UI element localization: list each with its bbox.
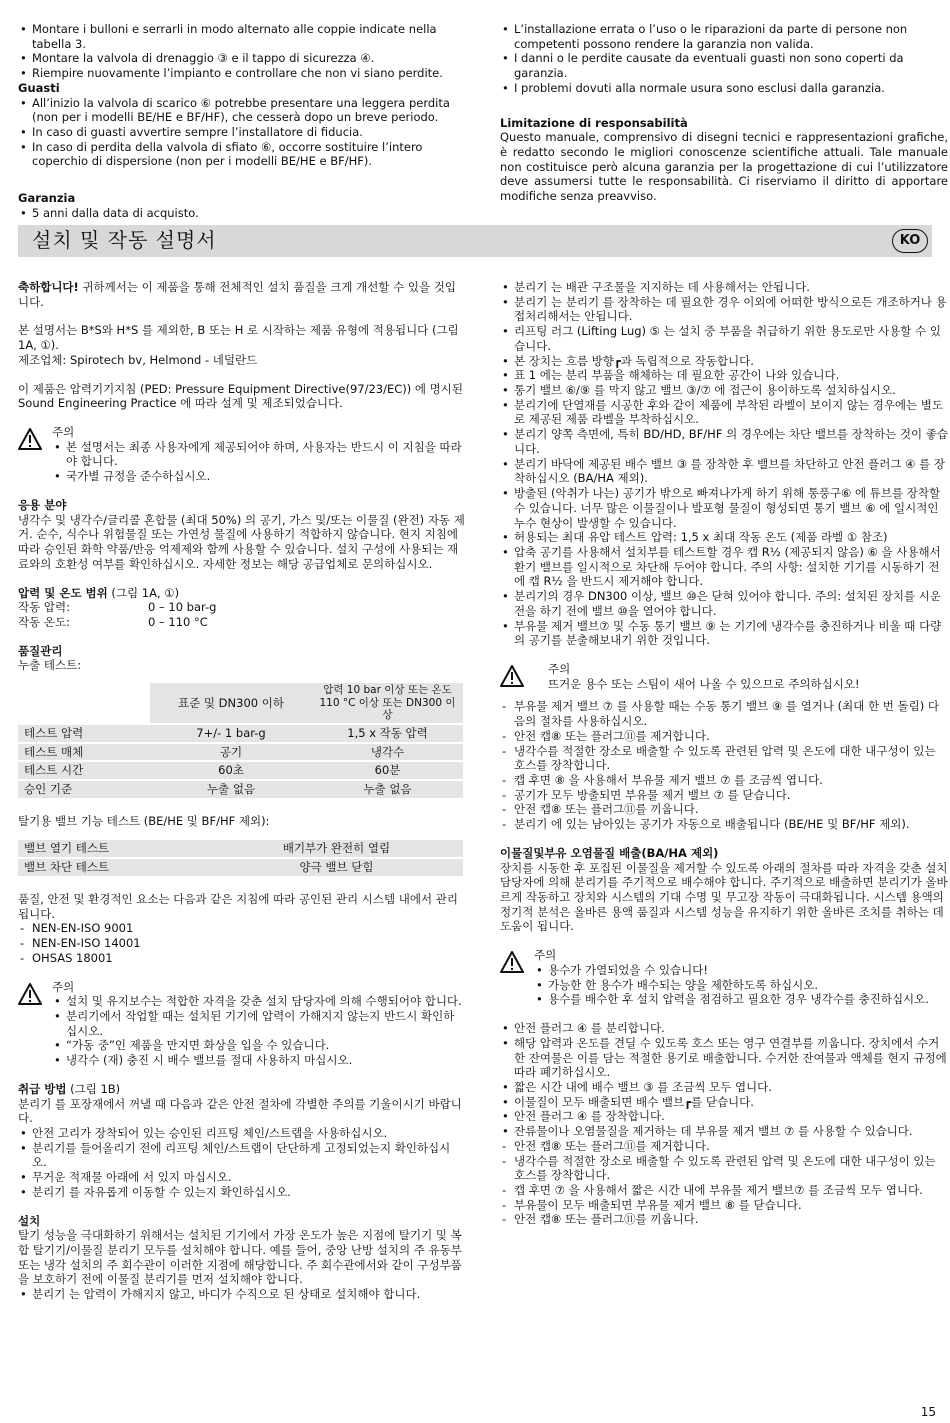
application-heading: 응용 분야 (18, 497, 67, 512)
caution-block-2 (18, 980, 465, 1068)
list-item: • 안전 플러그 ④ 를 장착합니다. (500, 1109, 948, 1124)
list-item: • 안전 플러그 ④ 를 분리합니다. (500, 1021, 948, 1036)
table-row (18, 781, 463, 798)
list-item: • Montare i bulloni e serrarli in modo alternato alle coppie indicate nella tabella 3. (18, 22, 466, 51)
list-item: • 무거운 적재물 아래에 서 있지 마십시오. (18, 1170, 465, 1185)
table-cell: 60초 (150, 762, 312, 779)
list-item: • 분리기에서 작업할 때는 설치된 기기에 압력이 가해지지 않는지 반드시 확인하십시오. (52, 1009, 465, 1038)
list-item: - 캡 후면 ⑦ 을 사용해서 짧은 시간 내에 부유물 제거 밸브⑦ 를 조금씩 모두 엽니다. (500, 1183, 948, 1198)
list-item: • 분리기에 단열재를 시공한 후와 같이 제품에 부착된 라벨이 보이지 않는 경우에는 별도로 제공된 제품 라벨을 부착하십시오. (500, 398, 948, 427)
list-item: - 안전 캡⑧ 또는 플러그⑪를 제거합니다. (500, 729, 948, 744)
warning-triangle-icon (500, 664, 524, 688)
pressure-value: 0 – 10 bar-g (148, 600, 217, 615)
limitazione-heading: Limitazione di responsabilità (500, 115, 688, 130)
table-cell: 밸브 차단 테스트 (18, 859, 210, 876)
ko-right-column (500, 280, 948, 1227)
vent-procedure-list (500, 699, 948, 831)
drain-steps-list (500, 1021, 948, 1139)
table-cell: 냉각수 (312, 744, 463, 761)
list-item: - 공기가 모두 방출되면 부유물 제거 밸브 ⑦ 를 닫습니다. (500, 788, 948, 803)
list-item: • 부유물 제거 밸브⑦ 및 수동 통기 밸브 ⑨ 는 기기에 냉각수를 충진하거나 비울 때 다량의 공기를 분출해보내기 위한 것입니다. (500, 619, 948, 648)
handling-heading-line (18, 1082, 465, 1097)
warning-triangle-icon (18, 982, 42, 1006)
guasti-list (18, 96, 466, 170)
table-cell: 테스트 매체 (18, 744, 150, 761)
page-number: 15 (920, 1405, 936, 1419)
list-item: • 허용되는 최대 유압 테스트 압력: 1,5 x 최대 작동 온도 (제품 라벨 ① 참조) (500, 530, 948, 545)
table-cell: 양극 밸브 닫힘 (210, 859, 463, 876)
list-item: • 짧은 시간 내에 배수 밸브 ③ 를 조금씩 모두 엽니다. (500, 1080, 948, 1095)
table-cell: 누출 없음 (312, 781, 463, 798)
list-item: • 분리기의 경우 DN300 이상, 밸브 ⑩은 닫혀 있어야 합니다. 주의: 설치된 장치를 시운전을 하기 전에 밸브 ⑩을 열어야 합니다. (500, 589, 948, 618)
install-text: 탈기 성능을 극대화하기 위해서는 설치된 기기에서 가장 온도가 높은 지점에 탈기기 및 복합 탈기기/이물질 분리기 모두를 설치해야 합니다. 예를 들어, 중앙 난방 설치의 주 유동부 또는 냉각 설치의 주 회수관이 이러한 지점에 해당합니다. 주 회수관에서와 같이 구성부품을 보호하기 전에 이물질 분리기를 먼저 설치해야 합니다. (18, 1228, 462, 1287)
standards-list (18, 921, 465, 965)
ko-left-column (18, 280, 465, 1302)
table-row (18, 762, 463, 779)
it-right-bullets (500, 22, 948, 96)
list-item: • 방출된 (악취가 나는) 공기가 밖으로 빠져나가게 하기 위해 통풍구⑥ 에 튜브를 장착할 수 있습니다. 너무 많은 이물질이나 발포형 물질이 형성되면 통기 밸브 ⑥ 에 일시적인 누수 현상이 발생할 수 있습니다. (500, 486, 948, 530)
list-item: • 리프팅 러그 (Lifting Lug) ⑤ 는 설치 중 부품을 취급하기 위한 용도로만 사용할 수 있습니다. (500, 324, 948, 353)
table-cell: 1,5 x 작동 압력 (312, 725, 463, 742)
caution-block-1 (18, 425, 465, 484)
vent-test-table (18, 838, 463, 877)
table-cell: 테스트 시간 (18, 762, 150, 779)
table-header-cell: 압력 10 bar 이상 또는 온도 110 °C 이상 또는 DN300 이상 (312, 683, 463, 723)
list-item: • “가동 중”인 제품을 만지면 화상을 입을 수 있습니다. (52, 1038, 465, 1053)
list-item: • 용수가 가열되었을 수 있습니다! (534, 963, 948, 978)
guasti-heading: Guasti (18, 80, 60, 95)
list-item: - 안전 캡⑧ 또는 플러그⑪를 끼웁니다. (500, 802, 948, 817)
manual-scope-text: 본 설명서는 B*S와 H*S 를 제외한, B 또는 H 로 시작하는 제품 유형에 적용됩니다 (그림 1A, ①). (18, 323, 459, 353)
warning-triangle-icon (500, 950, 524, 974)
range-heading-line (18, 586, 465, 601)
handling-text: 분리기 를 포장재에서 꺼낼 때 다음과 같은 안전 절차에 각별한 주의를 기울이시기 바랍니다. (18, 1096, 462, 1126)
list-item: - 부유물 제거 밸브 ⑦ 를 사용할 때는 수동 통기 밸브 ⑨ 를 열거나 (최대 한 번 돌림) 다음의 절차를 사용하십시오. (500, 699, 948, 728)
caution-list (52, 440, 465, 484)
list-item: • 안전 고리가 장착되어 있는 승인된 리프팅 체인/스트랩을 사용하십시오. (18, 1126, 465, 1141)
list-item: - 분리기 에 있는 남아있는 공기가 자동으로 배출됩니다 (BE/HE 및 BF/HF 제외). (500, 817, 948, 832)
temperature-label: 작동 온도: (18, 614, 70, 629)
table-cell: 60분 (312, 762, 463, 779)
language-badge: KO (892, 229, 928, 253)
table-cell: 테스트 압력 (18, 725, 150, 742)
list-item: • 분리기 는 배관 구조물을 지지하는 데 사용해서는 안됩니다. (500, 280, 948, 295)
intro-text: 귀하께서는 이 제품을 통해 전체적인 설치 품질을 크게 개선할 수 있을 것입니다. (18, 280, 456, 309)
warning-triangle-icon (18, 427, 42, 451)
list-item: • 분리기 는 압력이 가해지지 않고, 바디가 수직으로 된 상태로 설치해야 합니다. (18, 1287, 465, 1302)
table-row (18, 859, 463, 876)
list-item: • 통기 밸브 ⑥/⑨ 를 막지 않고 밸브 ③/⑦ 에 접근이 용이하도록 설치하십시오. (500, 383, 948, 398)
caution-title: 주의 (548, 661, 571, 676)
caution-list (534, 963, 948, 1007)
range-heading: 압력 및 온도 범위 (18, 585, 108, 600)
intro-paragraph (18, 280, 465, 309)
quality-text: 품질, 안전 및 환경적인 요소는 다음과 같은 지침에 따라 공인된 관리 시스템 내에서 관리됩니다. (18, 891, 458, 921)
garanzia-list (18, 206, 466, 221)
list-item: • Montare la valvola di drenaggio ③ e il tappo di sicurezza ④. (18, 51, 466, 66)
table-row (18, 840, 463, 857)
garanzia-heading: Garanzia (18, 191, 76, 206)
table-header-cell: 표준 및 DN300 이하 (150, 683, 312, 723)
list-item: • 이물질이 모두 배출되면 배수 밸브┏를 닫습니다. (500, 1095, 948, 1110)
list-item: • 본 설명서는 최종 사용자에게 제공되어야 하며, 사용자는 반드시 이 지침을 따라야 합니다. (52, 440, 465, 469)
list-item: • 분리기 는 분리기 를 장착하는 데 필요한 경우 이외에 어떠한 방식으로든 개조하거나 용접처리해서는 안됩니다. (500, 295, 948, 324)
section-header-bar (18, 225, 932, 257)
caution-title: 주의 (52, 979, 75, 994)
list-item: • In caso di perdita della valvola di sfiato ⑥, occorre sostituire l’intero coperchio di dispersione (non per i modelli BE/HE e BF/HF). (18, 140, 466, 169)
install-heading: 설치 (18, 1213, 41, 1228)
list-item: • 가능한 한 용수가 배수되는 양을 제한하도록 하십시오. (534, 978, 948, 993)
caution-block-4 (500, 948, 948, 1007)
temperature-value: 0 – 110 °C (148, 614, 208, 629)
list-item: • 용수를 배수한 후 설치 압력을 점검하고 필요한 경우 냉각수를 충진하십시오. (534, 992, 948, 1007)
list-item: - 냉각수를 적절한 장소로 배출할 수 있도록 관련된 압력 및 온도에 대한 내구성이 있는 호스를 장착합니다. (500, 1154, 948, 1183)
drain-text: 장치를 시동한 후 포집된 이물질을 제거할 수 있도록 아래의 절차를 따라 자격을 갖춘 설치 담당자에 의해 분리기를 주기적으로 배수해야 합니다. 주기적으로 배출하면 분리기가 올바르게 작동하고 장치와 시스템의 기대 수명 및 무고장 작동이 극대화됩니다. 시스템 용액의 정기적 분석은 올바른 용액 품질과 시스템 성능을 유지하기 위한 올바른 조치를 취하는 데 도움이 됩니다. (500, 860, 948, 934)
list-item: • Riempire nuovamente l’impianto e controllare che non vi siano perdite. (18, 66, 466, 81)
list-item: • 5 anni dalla data di acquisto. (18, 206, 466, 221)
pressure-row (18, 600, 465, 615)
qc-heading: 품질관리 (18, 643, 63, 658)
table-row (18, 725, 463, 742)
application-text: 냉각수 및 냉각수/글리콜 혼합물 (최대 50%) 의 공기, 가스 및/또는 이물질 (완전) 자동 제거. 순수, 식수나 위험물질 또는 가연성 물질에 사용하기 적합하지 않습니다. 현지 지침에 따라 승인된 화학 약품/반응 억제제와 함께 사용할 수 있습니다. 설치 구성에 사용되는 재료와의 호환성 여부를 확인하십시오. 자세한 정보는 해당 공급업체로 문의하십시오. (18, 512, 465, 571)
table-header-row (18, 683, 463, 723)
table-row (18, 744, 463, 761)
list-item: - NEN-EN-ISO 14001 (18, 936, 465, 951)
list-item: - 안전 캡⑧ 또는 플러그⑪를 제거합니다. (500, 1139, 948, 1154)
list-item: • 분리기를 들어올리기 전에 리프팅 체인/스트랩이 단단하게 고정되었는지 확인하십시오. (18, 1141, 465, 1170)
pressure-label: 작동 압력: (18, 600, 70, 615)
list-item: - 부유물이 모두 배출되면 부유물 제거 밸브 ⑧ 를 닫습니다. (500, 1198, 948, 1213)
list-item: - NEN-EN-ISO 9001 (18, 921, 465, 936)
table-cell: 7+/- 1 bar-g (150, 725, 312, 742)
it-right-column (500, 22, 948, 253)
install-list (18, 1287, 465, 1302)
list-item: • 냉각수 (재) 충진 시 배수 밸브를 절대 사용하지 마십시오. (52, 1053, 465, 1068)
list-item: • 잔류물이나 오염물질을 제거하는 데 부유물 제거 밸브 ⑦ 를 사용할 수 있습니다. (500, 1124, 948, 1139)
list-item: • 국가별 규정을 준수하십시오. (52, 469, 465, 484)
list-item: • 압축 공기를 사용해서 설치부를 테스트할 경우 캡 R½ (제공되지 않음) ⑥ 을 사용해서 환기 밸브를 일시적으로 차단해 두어야 합니다. 주의 사항: 설치한 기기를 시동하기 전에 캡 R½ 을 반드시 제거해야 합니다. (500, 545, 948, 589)
table-cell: 배기부가 완전히 열림 (210, 840, 463, 857)
ped-text: 이 제품은 압력기기지침 (PED: Pressure Equipment Directive(97/23/EC)) 에 명시된 Sound Engineering Practice 에 따라 설계 및 제조되었습니다. (18, 381, 463, 411)
table-cell: 누출 없음 (150, 781, 312, 798)
list-item: - 안전 캡⑧ 또는 플러그⑪를 끼웁니다. (500, 1212, 948, 1227)
leak-test-label: 누출 테스트: (18, 658, 82, 673)
list-item: • I problemi dovuti alla normale usura sono esclusi dalla garanzia. (500, 81, 948, 96)
caution-title: 주의 (534, 948, 557, 963)
list-item: • I danni o le perdite causate da eventuali guasti non sono coperti da garanzia. (500, 51, 948, 80)
list-item: • 분리기 바닥에 제공된 배수 밸브 ③ 를 장착한 후 밸브를 차단하고 안전 플러그 ④ 를 장착하십시오 (BA/HA 제외). (500, 457, 948, 486)
list-item: • 표 1 에는 분리 부품을 해체하는 데 필요한 공간이 나와 있습니다. (500, 368, 948, 383)
table-cell: 공기 (150, 744, 312, 761)
handling-fig-ref: (그림 1B) (66, 1081, 121, 1096)
range-fig-ref: (그림 1A, ①) (107, 585, 180, 600)
leak-test-table (18, 681, 463, 800)
list-item: • In caso di guasti avvertire sempre l’installatore di fiducia. (18, 125, 466, 140)
list-item: - 냉각수를 적절한 장소로 배출할 수 있도록 관련된 압력 및 온도에 대한 내구성이 있는 호스를 장착합니다. (500, 744, 948, 773)
list-item: • L’installazione errata o l’uso o le riparazioni da parte di persone non competenti possono rendere la garanzia non valida. (500, 22, 948, 51)
caution-block-3 (500, 662, 948, 691)
it-left-column (18, 22, 466, 221)
it-bullets-1 (18, 22, 466, 81)
vent-test-label: 탈기용 밸브 기능 테스트 (BE/HE 및 BF/HF 제외): (18, 813, 270, 828)
handling-heading: 취급 방법 (18, 1081, 67, 1096)
list-item: • 설치 및 유지보수는 적합한 자격을 갖춘 설치 담당자에 의해 수행되어야 합니다. (52, 994, 465, 1009)
caution-text: 뜨거운 용수 또는 스팀이 새어 나올 수 있으므로 주의하십시오! (548, 676, 860, 691)
table-cell: 밸브 열기 테스트 (18, 840, 210, 857)
list-item: • 분리기 를 자유롭게 이동할 수 있는지 확인하십시오. (18, 1185, 465, 1200)
list-item: • All’inizio la valvola di scarico ⑥ potrebbe presentare una leggera perdita (non per i modelli BE/HE e BF/HF), che cesserà dopo un breve periodo. (18, 96, 466, 125)
intro-bold: 축하합니다! (18, 280, 79, 294)
limitazione-text: Questo manuale, comprensivo di disegni tecnici e rappresentazioni grafiche, è redatto secondo le migliori conoscenze scientifiche attuali. Tale manuale non costituisce però alcuna garanzia per la progettazione di cui l’utilizzatore deve assumersi tutte le responsabilità. Ci riserviamo il diritto di apportare modifiche senza preavviso. (500, 130, 948, 204)
ko-right-bullets (500, 280, 948, 648)
caution-list (52, 994, 465, 1068)
drain-substeps-list (500, 1139, 948, 1227)
list-item: • 본 장치는 흐름 방향┏과 독립적으로 작동합니다. (500, 354, 948, 369)
drain-heading: 이물질및부유 오염물질 배출(BA/HA 제외) (500, 845, 719, 860)
caution-title: 주의 (52, 425, 75, 440)
section-title: 설치 및 작동 설명서 (32, 228, 217, 252)
list-item: - OHSAS 18001 (18, 951, 465, 966)
list-item: • 분리기 양쪽 측면에, 특히 BD/HD, BF/HF 의 경우에는 차단 밸브를 장착하는 것이 좋습니다. (500, 427, 948, 456)
list-item: • 해당 압력과 온도를 견딜 수 있도록 호스 또는 영구 연결부를 끼웁니다. 장치에서 수거한 잔여물은 이를 담는 적절한 용기로 배출합니다. 수거한 잔여물과 액체를 현지 규정에 따라 폐기하십시오. (500, 1036, 948, 1080)
temperature-row (18, 615, 465, 630)
handling-list (18, 1126, 465, 1200)
manufacturer-text: 제조업체: Spirotech bv, Helmond - 네덜란드 (18, 352, 258, 367)
list-item: - 캡 후면 ⑧ 을 사용해서 부유물 제거 밸브 ⑦ 를 조금씩 엽니다. (500, 773, 948, 788)
table-cell: 승인 기준 (18, 781, 150, 798)
